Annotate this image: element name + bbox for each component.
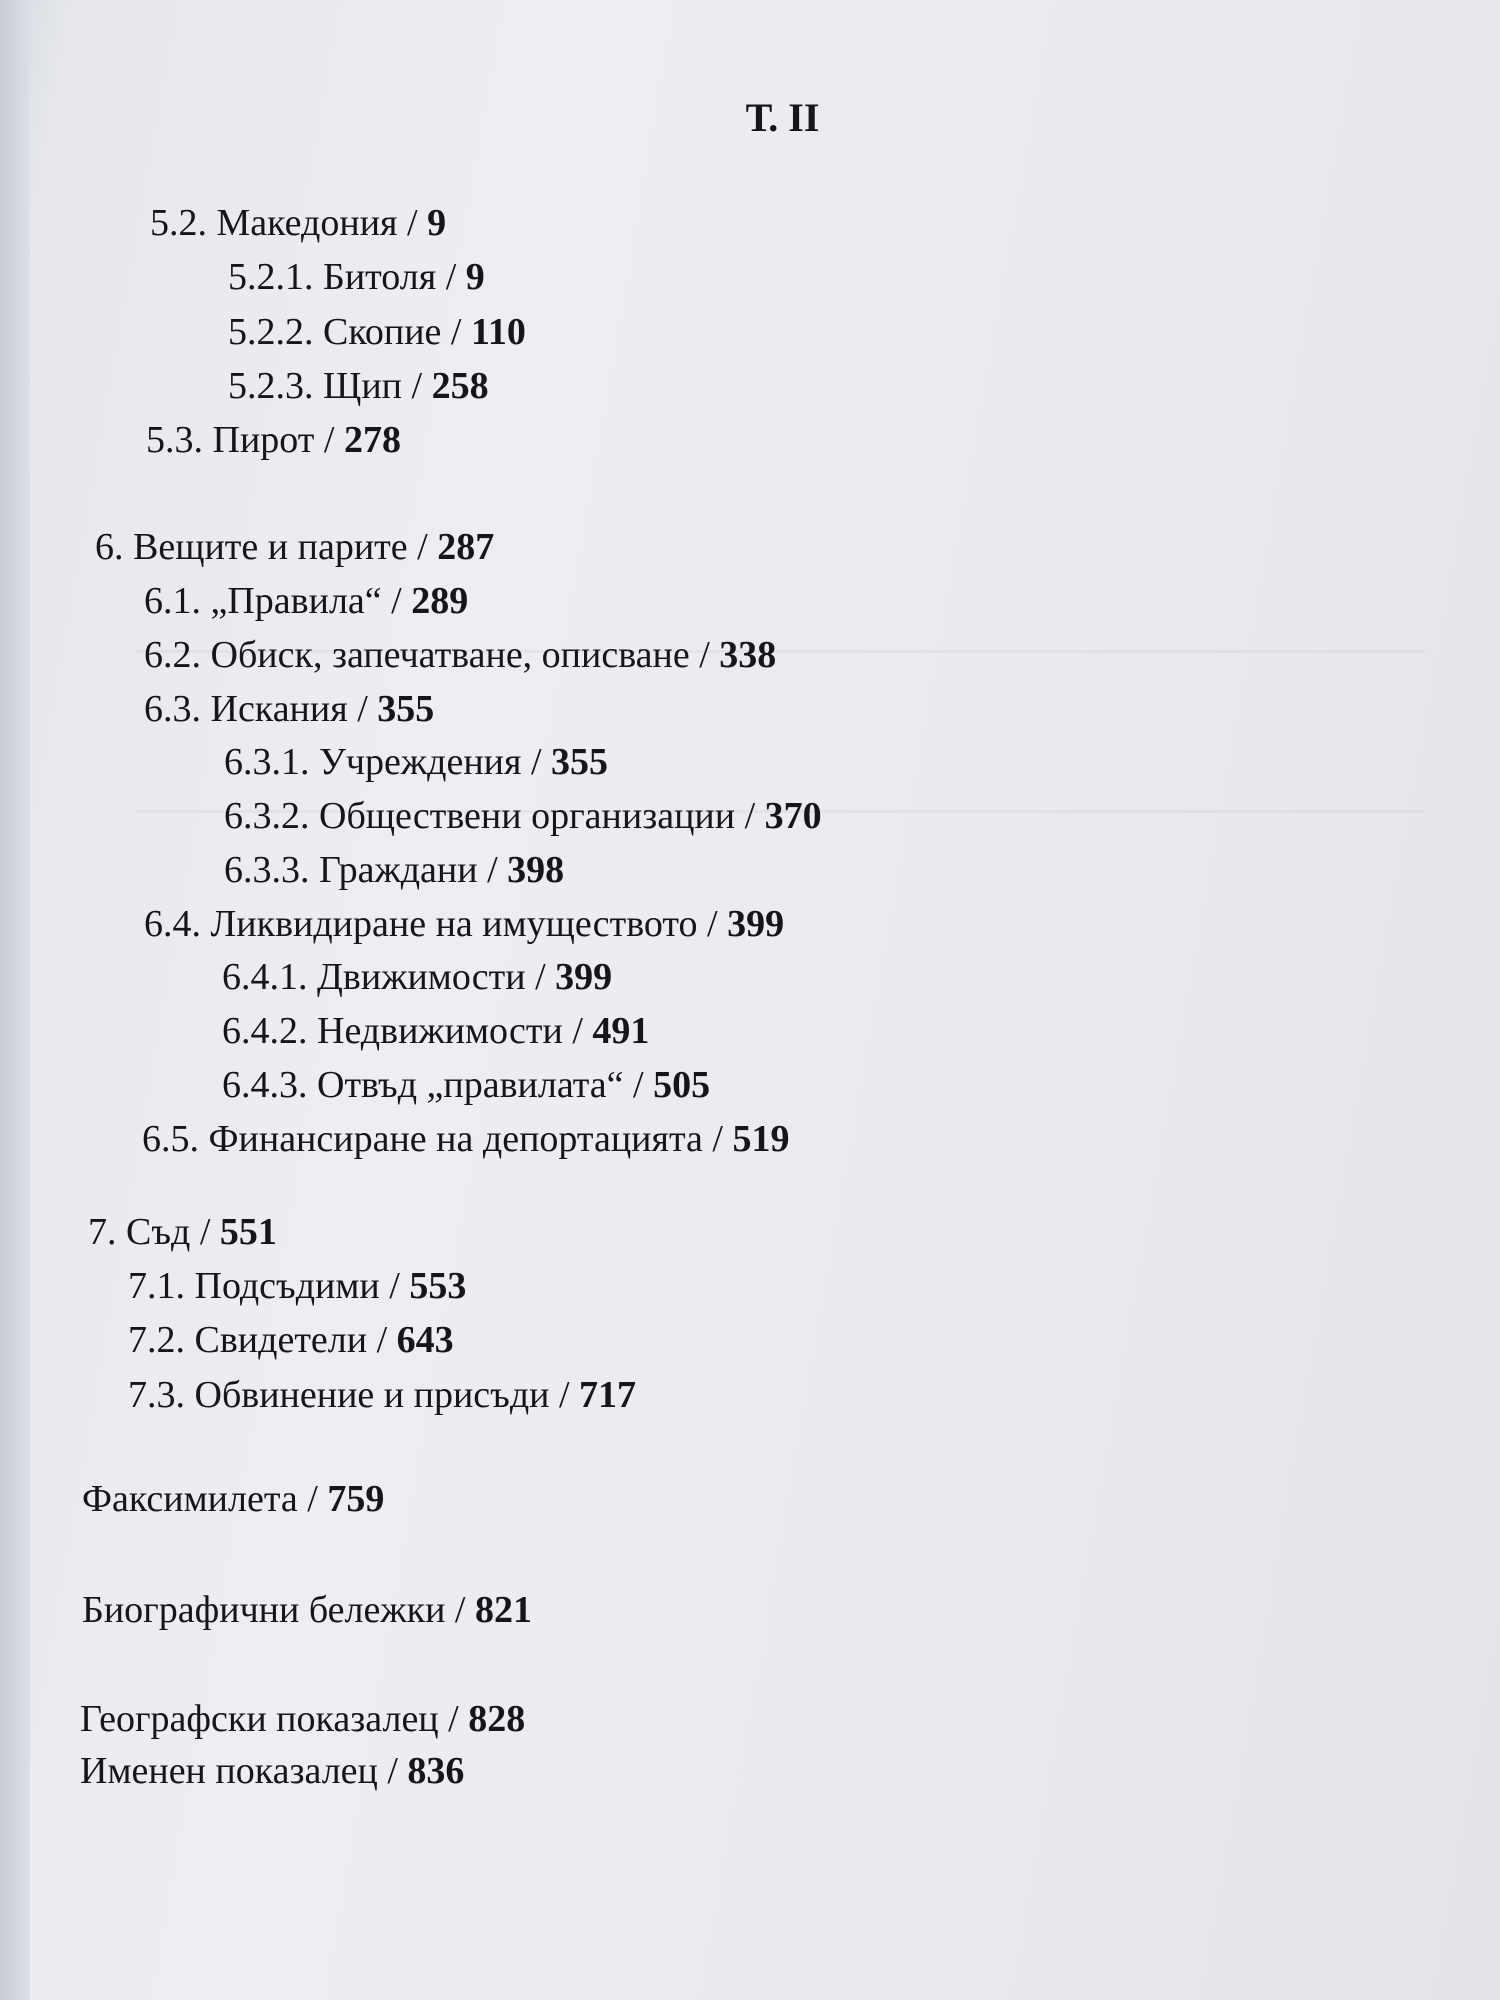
toc-entry-label: 6.3.3. Граждани / [224, 849, 508, 891]
toc-entry [228, 307, 526, 357]
toc-entry [222, 1060, 710, 1110]
toc-entry-page: 289 [411, 580, 469, 622]
toc-entry-page: 278 [343, 419, 401, 461]
toc-entry-page: 551 [219, 1211, 277, 1253]
toc-entry-page: 505 [653, 1064, 711, 1106]
toc-entry [128, 1315, 454, 1365]
toc-entry [80, 1694, 525, 1744]
toc-entry-label: 6.4.3. Отвъд „правилата“ / [222, 1064, 654, 1106]
toc-entry [82, 1474, 384, 1524]
toc-entry-page: 553 [409, 1265, 467, 1307]
toc-entry [82, 1585, 532, 1635]
toc-entry-label: 7.2. Свидетели / [128, 1319, 397, 1361]
toc-entry-page: 370 [764, 795, 822, 837]
toc-entry [128, 1370, 636, 1420]
toc-entry-label: Факсимилета / [82, 1478, 328, 1520]
toc-entry-label: 6.5. Финансиране на депортацията / [142, 1118, 733, 1160]
toc-entry [150, 198, 446, 248]
toc-entry-page: 287 [437, 526, 495, 568]
toc-entry-label: 6.3.2. Обществени организации / [224, 795, 765, 837]
toc-entry-page: 399 [727, 903, 785, 945]
toc-entry-page: 759 [327, 1478, 385, 1520]
toc-entry-label: 5.2.1. Битоля / [228, 256, 466, 298]
toc-entry-label: 5.3. Пирот / [146, 419, 344, 461]
toc-entry-page: 258 [431, 365, 489, 407]
toc-entry [95, 522, 494, 572]
toc-entry-page: 9 [427, 202, 447, 244]
toc-entry-label: Биографични бележки / [82, 1589, 475, 1631]
toc-entry-label: 5.2. Македония / [150, 202, 428, 244]
toc-entry-page: 355 [551, 741, 609, 783]
toc-entry [128, 1261, 466, 1311]
toc-entry-page: 828 [468, 1698, 526, 1740]
toc-entry-label: 6.4.2. Недвижимости / [222, 1010, 593, 1052]
toc-entry-page: 821 [475, 1589, 532, 1631]
toc-entry [146, 415, 401, 465]
toc-entry [228, 252, 485, 302]
toc-entry-page: 836 [407, 1750, 465, 1792]
toc-entry-page: 338 [719, 634, 777, 676]
toc-entry-page: 9 [465, 256, 485, 298]
toc-entry [142, 1114, 789, 1164]
toc-entry-page: 399 [555, 956, 613, 998]
toc-entry-label: Географски показалец / [80, 1698, 469, 1740]
toc-entry [228, 361, 489, 411]
toc-entry-label: 7. Съд / [88, 1211, 220, 1253]
toc-entry-label: 5.2.3. Щип / [228, 365, 432, 407]
toc-entry-label: 6. Вещите и парите / [95, 526, 438, 568]
toc-entry [224, 737, 608, 787]
toc-entry-label: 7.3. Обвинение и присъди / [128, 1374, 580, 1416]
toc-entry-label: 6.2. Обиск, запечатване, описване / [144, 634, 720, 676]
toc-entry-page: 110 [470, 311, 526, 353]
toc-entry [144, 684, 434, 734]
toc-entry-page: 355 [377, 688, 435, 730]
toc-entry-label: 6.4. Ликвидиране на имуществото / [144, 903, 728, 945]
toc-entry [222, 952, 612, 1002]
volume-title: Т. II [745, 95, 820, 140]
toc-entry-label: 6.3.1. Учреждения / [224, 741, 552, 783]
toc-entry-page: 398 [507, 849, 565, 891]
toc-entry-label: 6.1. „Правила“ / [144, 580, 412, 622]
toc-entry-page: 491 [592, 1010, 650, 1052]
toc-entry-page: 717 [579, 1374, 637, 1416]
toc-entry-page: 643 [396, 1319, 454, 1361]
toc-entry [88, 1207, 277, 1257]
toc-entry [222, 1006, 649, 1056]
toc-entry [144, 576, 468, 626]
toc-entry-label: 5.2.2. Скопие / [228, 311, 471, 353]
toc-entry-label: Именен показалец / [80, 1750, 408, 1792]
toc-entry-label: 6.3. Искания / [144, 688, 378, 730]
toc-entry [144, 899, 784, 949]
toc-entry-label: 6.4.1. Движимости / [222, 956, 556, 998]
toc-entry-label: 7.1. Подсъдими / [128, 1265, 410, 1307]
toc-entry [80, 1746, 464, 1796]
toc-entry [144, 630, 776, 680]
toc-entry [224, 791, 822, 841]
book-spine-shadow [0, 0, 30, 2000]
toc-entry [224, 845, 564, 895]
toc-entry-page: 519 [732, 1118, 790, 1160]
